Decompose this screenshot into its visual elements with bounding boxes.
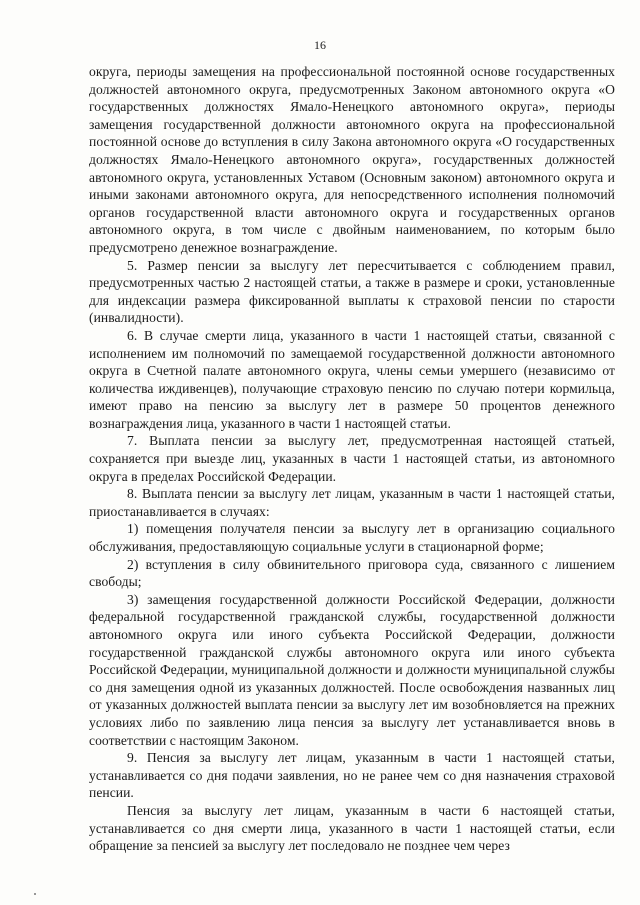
paragraph-item-3: 3) замещения государственной должности Российской Федерации, должности федеральной государственной гражданской службы, государственной должности автономного округа или иного субъекта Российской Федерации, должности государственной гражданской службы автономного округа или иного субъекта Российской Федерации, муниципальной должности и должности муниципальной службы со дня замещения одной из указанных должностей. После освобождения названных лиц от указанных должностей выплата пенсии за выслугу лет им возобновляется на прежних условиях либо по заявлению лица пенсия за выслугу лет устанавливается вновь в соответствии с настоящим Законом.	[89, 591, 615, 748]
page-number: 16	[314, 38, 326, 52]
paragraph-clause-9: 9. Пенсия за выслугу лет лицам, указанным в части 1 настоящей статьи, устанавливается со дня подачи заявления, но не ранее чем со дня назначения страховой пенсии.	[89, 750, 615, 801]
paragraph-continuation: округа, периоды замещения на профессиональной постоянной основе государственных должностей автономного округа, предусмотренных Законом автономного округа «О государственных должностях Ямало-Ненецкого автономного округа», периоды замещения государственной должности автономного округа на профессиональной постоянной основе до вступления в силу Закона автономного округа «О государственных должностях Ямало-Ненецкого автономного округа», государственных должностей автономного округа, установленных Уставом (Основным законом) автономного округа и иными законами автономного округа, для непосредственного исполнения полномочий органов государственной власти автономного округа и государственных органов автономного округа, в том числе с двойным наименованием, по которым было предусмотрено денежное вознаграждение.	[89, 64, 615, 255]
paragraph-item-2: 2) вступления в силу обвинительного приговора суда, связанного с лишением свободы;	[89, 556, 615, 590]
scan-speck	[34, 893, 36, 895]
document-body	[89, 63, 615, 855]
paragraph-clause-6: 6. В случае смерти лица, указанного в части 1 настоящей статьи, связанной с исполнением им полномочий по замещаемой государственной должности автономного округа в Счетной палате автономного округа, члены семьи умершего (независимо от количества иждивенцев), получающие страховую пенсию по случаю потери кормильца, имеют право на пенсию за выслугу лет в размере 50 процентов денежного вознаграждения лица, указанного в части 1 настоящей статьи.	[89, 327, 615, 431]
paragraph-clause-8: 8. Выплата пенсии за выслугу лет лицам, указанным в части 1 настоящей статьи, приостанавливается в случаях:	[89, 486, 615, 519]
paragraph-clause-5: 5. Размер пенсии за выслугу лет пересчитывается с соблюдением правил, предусмотренных частью 2 настоящей статьи, а также в размере и сроки, установленные для индексации размера фиксированной выплаты к страховой пенсии по старости (инвалидности).	[89, 257, 615, 326]
paragraph-item-1: 1) помещения получателя пенсии за выслугу лет в организацию социального обслуживания, предоставляющую социальные услуги в стационарной форме;	[89, 521, 615, 555]
paragraph-clause-7: 7. Выплата пенсии за выслугу лет, предусмотренная настоящей статьей, сохраняется при выезде лиц, указанных в части 1 настоящей статьи, из автономного округа в пределах Российской Федерации.	[89, 433, 615, 484]
paragraph-clause-9-continued: Пенсия за выслугу лет лицам, указанным в части 6 настоящей статьи, устанавливается со дня смерти лица, указанного в части 1 настоящей статьи, если обращение за пенсией за выслугу лет последовало не позднее чем через	[89, 802, 615, 854]
